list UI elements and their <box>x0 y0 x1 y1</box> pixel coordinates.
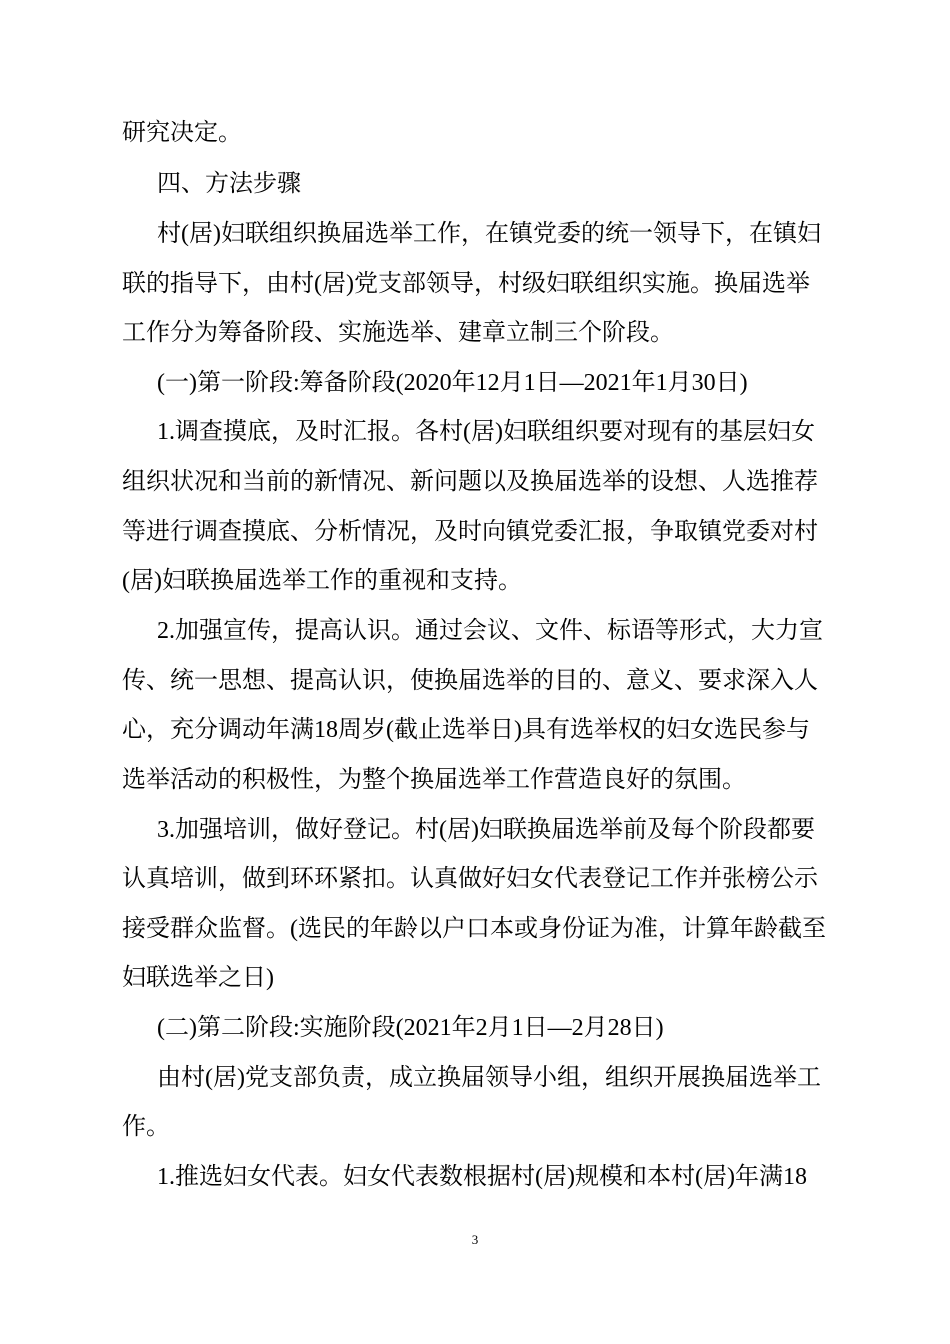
text-line: 作。 <box>122 1114 170 1140</box>
text-line: 1.调查摸底，及时汇报。各村(居)妇联组织要对现有的基层妇女 <box>157 419 815 445</box>
subsection-heading: (一)第一阶段:筹备阶段(2020年12月1日—2021年1月30日) <box>157 370 748 396</box>
subsection-heading: (二)第二阶段:实施阶段(2021年2月1日—2月28日) <box>157 1015 664 1041</box>
text-line: 工作分为筹备阶段、实施选举、建章立制三个阶段。 <box>122 320 674 346</box>
text-line: 3.加强培训，做好登记。村(居)妇联换届选举前及每个阶段都要 <box>157 817 815 843</box>
text-line: 组织状况和当前的新情况、新问题以及换届选举的设想、人选推荐 <box>122 469 818 495</box>
section-heading: 四、方法步骤 <box>157 171 301 197</box>
text-line: 接受群众监督。(选民的年龄以户口本或身份证为准，计算年龄截至 <box>122 916 826 942</box>
text-line: 认真培训，做到环环紧扣。认真做好妇女代表登记工作并张榜公示 <box>122 866 818 892</box>
text-line: 传、统一思想、提高认识，使换届选举的目的、意义、要求深入人 <box>122 668 818 694</box>
text-line: 由村(居)党支部负责，成立换届领导小组，组织开展换届选举工 <box>157 1065 821 1091</box>
text-line: (居)妇联换届选举工作的重视和支持。 <box>122 568 522 594</box>
page-number: 3 <box>471 1232 479 1247</box>
text-line: 研究决定。 <box>122 120 242 146</box>
text-line: 村(居)妇联组织换届选举工作，在镇党委的统一领导下，在镇妇 <box>157 221 821 247</box>
text-line: 选举活动的积极性，为整个换届选举工作营造良好的氛围。 <box>122 767 746 793</box>
text-line: 1.推选妇女代表。妇女代表数根据村(居)规模和本村(居)年满18 <box>157 1164 807 1190</box>
text-line: 2.加强宣传，提高认识。通过会议、文件、标语等形式，大力宣 <box>157 618 823 644</box>
text-line: 妇联选举之日) <box>122 965 274 991</box>
text-line: 联的指导下，由村(居)党支部领导，村级妇联组织实施。换届选举 <box>122 271 810 297</box>
text-line: 等进行调查摸底、分析情况，及时向镇党委汇报，争取镇党委对村 <box>122 519 818 545</box>
text-line: 心，充分调动年满18周岁(截止选举日)具有选举权的妇女选民参与 <box>122 717 810 743</box>
